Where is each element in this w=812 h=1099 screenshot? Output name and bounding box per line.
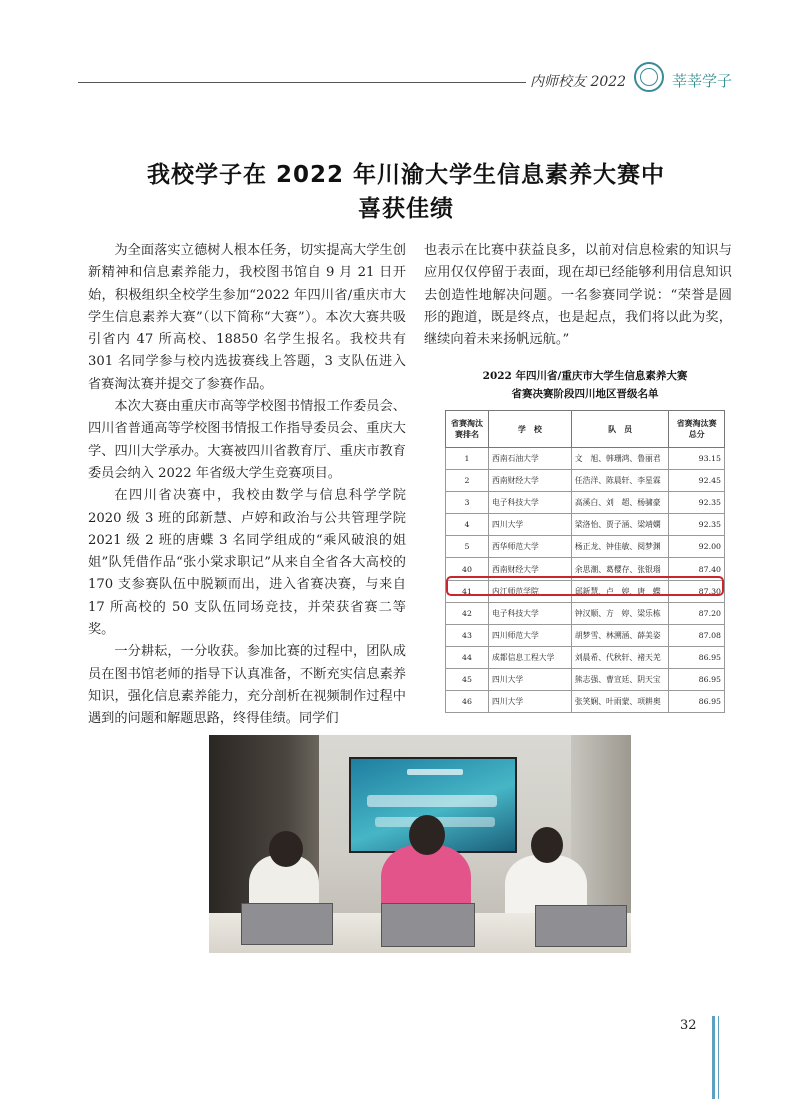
- table-row: [446, 668, 725, 690]
- table-row: [446, 624, 725, 646]
- laptop-icon: [241, 903, 333, 945]
- header-members: 队 员: [571, 411, 669, 448]
- members-cell: 梁洛怡、贾子涵、梁靖嫻: [571, 514, 669, 536]
- members-cell: 张笑娴、叶雨蒙、项耕奥: [571, 691, 669, 713]
- score-cell: 87.20: [669, 602, 725, 624]
- rank-cell: 42: [446, 602, 489, 624]
- score-cell: 93.15: [669, 448, 725, 470]
- table-row: [446, 470, 725, 492]
- paragraph-continued: 也表示在比赛中获益良多，以前对信息检索的知识与应用仅仅停留于表面，现在却已经能够利用信息知识去创造性地解决问题。一名参赛同学说：“荣誉是圆形的跑道，既是终点，也是起点，我们将以此为奖，继续向着未来扬帆远航。”: [424, 243, 732, 348]
- school-cell: 西南石油大学: [489, 448, 572, 470]
- table-row: [446, 691, 725, 713]
- score-cell: 87.08: [669, 624, 725, 646]
- school-cell: 电子科技大学: [489, 602, 572, 624]
- table-row: [446, 602, 725, 624]
- members-cell: 胡梦雪、林溯涵、薛美姿: [571, 624, 669, 646]
- rank-cell: 3: [446, 492, 489, 514]
- table-row: [446, 646, 725, 668]
- right-column: [424, 240, 732, 351]
- left-column: [88, 240, 406, 731]
- section-name: 莘莘学子: [672, 72, 733, 90]
- publication-name: 内师校友 2022: [530, 74, 627, 90]
- score-cell: 86.95: [669, 668, 725, 690]
- rank-cell: 43: [446, 624, 489, 646]
- paragraph: 为全面落实立德树人根本任务，切实提高大学生创新精神和信息素养能力，我校图书馆自 9 月 21 日开始，积极组织全校学生参加“2022 年四川省/重庆市大学生信息素养大赛”（以下简称“大赛”）。本次大赛共吸引省内 47 所高校、18850 名学生报名。我校共有 301 名同学参与校内选拔赛线上答题，3 支队伍进入省赛淘汰赛并提交了参赛作品。: [88, 243, 406, 392]
- school-cell: 四川大学: [489, 691, 572, 713]
- school-cell: 西华师范大学: [489, 536, 572, 558]
- table-row: [446, 558, 725, 580]
- school-cell: 西南财经大学: [489, 470, 572, 492]
- table-row: [446, 536, 725, 558]
- paragraph: 一分耕耘，一分收获。参加比赛的过程中，团队成员在图书馆老师的指导下认真准备，不断充实信息素养知识，强化信息素养能力，充分剖析在视频制作过程中遇到的问题和解题思路，终得佳绩。同学们: [88, 644, 406, 727]
- score-cell: 92.35: [669, 492, 725, 514]
- page-number: 32: [680, 1018, 697, 1033]
- rank-cell: 1: [446, 448, 489, 470]
- rank-cell: 41: [446, 580, 489, 602]
- score-cell: 92.35: [669, 514, 725, 536]
- paragraph: 本次大赛由重庆市高等学校图书情报工作委员会、四川省普通高等学校图书情报工作指导委员会、重庆大学、四川大学承办。大赛被四川省教育厅、重庆市教育委员会纳入 2022 年省级大学生竞赛项目。: [88, 399, 406, 481]
- score-cell: 92.00: [669, 536, 725, 558]
- table-row: [446, 492, 725, 514]
- school-cell: 四川大学: [489, 668, 572, 690]
- rank-cell: 2: [446, 470, 489, 492]
- header-rule: [78, 82, 526, 83]
- table-title: 2022 年四川省/重庆市大学生信息素养大赛: [482, 370, 688, 382]
- score-cell: 87.30: [669, 580, 725, 602]
- rank-cell: 44: [446, 646, 489, 668]
- header-score: 省赛淘汰赛 总分: [669, 411, 725, 448]
- school-cell: 四川大学: [489, 514, 572, 536]
- members-cell: 任浩洋、陈晨轩、李星霖: [571, 470, 669, 492]
- rank-cell: 45: [446, 668, 489, 690]
- school-cell: 电子科技大学: [489, 492, 572, 514]
- table-row: [446, 514, 725, 536]
- members-cell: 杨正龙、钟佳敏、阅梦渊: [571, 536, 669, 558]
- page-edge-bar: [712, 1016, 715, 1099]
- university-seal-icon: [634, 62, 664, 92]
- results-table: [445, 410, 725, 713]
- article-title-line1: 我校学子在 2022 年川渝大学生信息素养大赛中: [146, 162, 666, 188]
- school-cell: 成都信息工程大学: [489, 646, 572, 668]
- header-rank: 省赛淘汰 赛排名: [446, 411, 489, 448]
- school-cell: 内江师范学院: [489, 580, 572, 602]
- rank-cell: 40: [446, 558, 489, 580]
- members-cell: 余思潮、葛樱存、张银瑙: [571, 558, 669, 580]
- rank-cell: 4: [446, 514, 489, 536]
- members-cell: 高溪白、刘 超、杨骕豪: [571, 492, 669, 514]
- team-photo: [209, 735, 631, 953]
- laptop-icon: [381, 903, 475, 947]
- score-cell: 86.95: [669, 646, 725, 668]
- laptop-icon: [535, 905, 627, 947]
- members-cell: 文 旭、韩珊鸿、鲁丽君: [571, 448, 669, 470]
- results-table-figure: [445, 362, 725, 707]
- members-cell: 钟汉顺、方 婷、梁乐栋: [571, 602, 669, 624]
- school-cell: 西南财经大学: [489, 558, 572, 580]
- score-cell: 86.95: [669, 691, 725, 713]
- members-cell: 刘晨希、代秋轩、褚天羌: [571, 646, 669, 668]
- score-cell: 92.45: [669, 470, 725, 492]
- table-row: [446, 580, 725, 602]
- score-cell: 87.40: [669, 558, 725, 580]
- rank-cell: 5: [446, 536, 489, 558]
- table-subtitle: 省赛决赛阶段四川地区晋级名单: [511, 388, 659, 400]
- page-edge-bar: [718, 1016, 719, 1099]
- header-school: 学 校: [489, 411, 572, 448]
- paragraph: 在四川省决赛中，我校由数学与信息科学学院 2020 级 3 班的邱新慧、卢婷和政治与公共管理学院 2021 级 2 班的唐蝶 3 名同学组成的“乘风破浪的姐姐”队凭借作品“张小棠求职记”从来自全省各大高校的 170 支参赛队伍中脱颖而出，进入省赛决赛，与来自 17 所高校的 50 支队伍同场竞技，并荣获省赛二等奖。: [88, 488, 406, 638]
- article-title-line2: 喜获佳绩: [358, 196, 454, 222]
- members-cell: 熊志强、曹宣廷、阴天宝: [571, 668, 669, 690]
- rank-cell: 46: [446, 691, 489, 713]
- table-row: [446, 448, 725, 470]
- school-cell: 四川师范大学: [489, 624, 572, 646]
- members-cell: 邱新慧、卢 婷、唐 蝶: [571, 580, 669, 602]
